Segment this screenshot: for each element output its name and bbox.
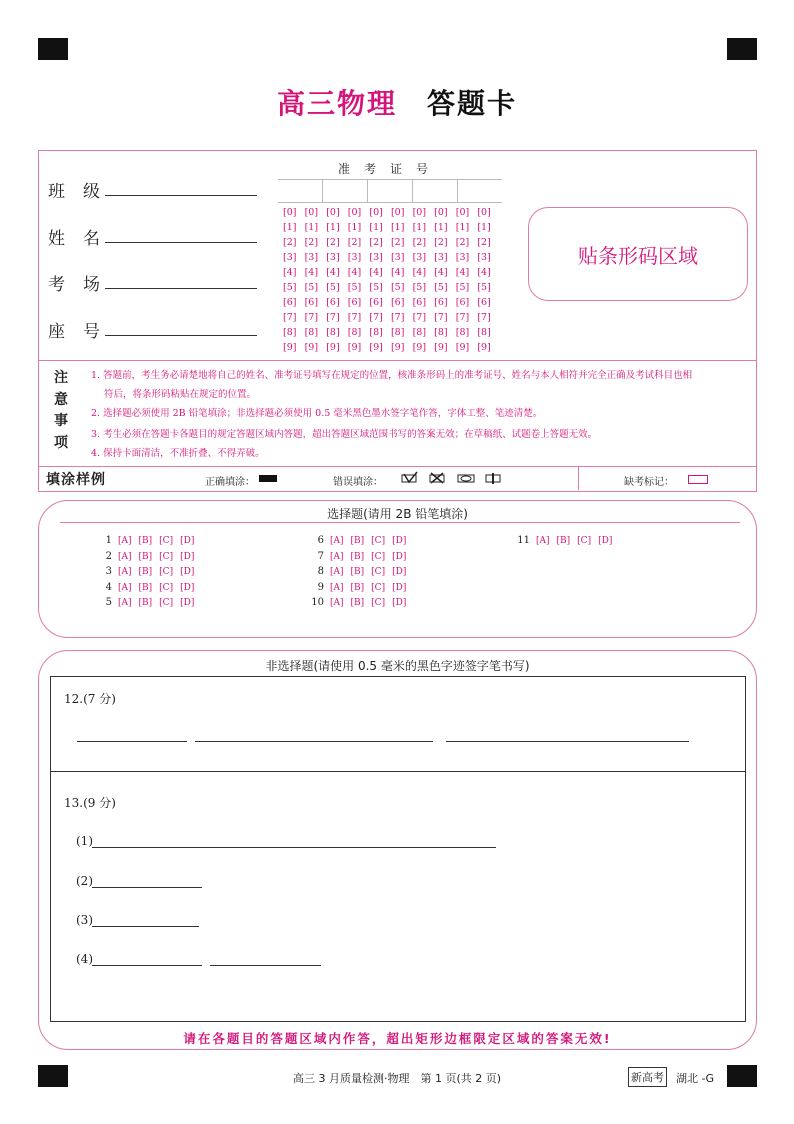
- digit-bubble[interactable]: [6]: [304, 297, 319, 308]
- region-warning: 请在各题目的答题区域内作答，超出矩形边框限定区域的答案无效!: [183, 1031, 612, 1046]
- q13-part-4-label: (4): [76, 952, 93, 966]
- q13-part-1-label: (1): [76, 834, 93, 848]
- mc-question-number: 11: [517, 535, 530, 546]
- digit-bubble[interactable]: [8]: [390, 327, 405, 338]
- q13-part-3-blank[interactable]: [92, 912, 199, 927]
- digit-row: [283, 237, 499, 252]
- mc-question-row: [302, 566, 413, 577]
- note-1: 1. 答题前，考生务必请楚地将自己的姓名、准考证号填写在规定的位置，核准条形码上的准考证号、姓名与本人相符并完全正确及考试科目也相: [91, 370, 693, 381]
- correct-fill-mark: [259, 475, 277, 482]
- digit-bubble[interactable]: [6]: [412, 297, 427, 308]
- mc-option-bubble[interactable]: [C]: [159, 536, 174, 546]
- mc-option-bubble[interactable]: [C]: [159, 567, 174, 577]
- digit-bubble[interactable]: [4]: [412, 267, 427, 278]
- digit-bubble[interactable]: [1]: [390, 222, 405, 233]
- digit-bubble[interactable]: [3]: [304, 252, 319, 263]
- mc-option-bubble[interactable]: [A]: [118, 598, 132, 608]
- digit-bubble[interactable]: [3]: [347, 252, 362, 263]
- mc-option-bubble[interactable]: [A]: [118, 536, 132, 546]
- digit-bubble[interactable]: [9]: [347, 342, 362, 353]
- mc-question-number: 2: [105, 550, 112, 562]
- field-label-class: 班级: [48, 182, 118, 202]
- mc-option-bubble[interactable]: [A]: [118, 582, 132, 593]
- digit-bubble[interactable]: [6]: [390, 297, 405, 308]
- mc-question-row: [90, 582, 201, 593]
- note-2: 2. 选择题必须使用 2B 铅笔填涂；非选择题必须使用 0.5 毫米黑色墨水签字笔作答，字体工整、笔迹清楚。: [91, 408, 543, 419]
- barcode-area: [528, 207, 748, 301]
- digit-row: [283, 342, 499, 357]
- mc-question-number: 7: [317, 550, 324, 562]
- field-input-room[interactable]: [105, 269, 257, 289]
- digit-row: [283, 252, 499, 267]
- absent-mark-label: 缺考标记：: [624, 477, 674, 488]
- digit-bubble[interactable]: [2]: [347, 237, 362, 248]
- q13-part-4-blank-2[interactable]: [210, 951, 321, 966]
- footer-brand-text: 新高考: [631, 1071, 664, 1084]
- mc-option-bubble[interactable]: [B]: [350, 582, 365, 593]
- digit-bubble[interactable]: [9]: [369, 342, 383, 353]
- digit-bubble[interactable]: [6]: [283, 297, 297, 308]
- mc-option-bubble[interactable]: [C]: [371, 551, 386, 562]
- digit-bubble[interactable]: [0]: [434, 207, 448, 218]
- digit-bubble[interactable]: [9]: [326, 342, 340, 353]
- digit-bubble[interactable]: [0]: [304, 207, 319, 218]
- digit-bubble[interactable]: [8]: [347, 327, 362, 338]
- digit-bubble[interactable]: [4]: [434, 267, 448, 278]
- notes-heading: [46, 368, 76, 454]
- mc-option-bubble[interactable]: [D]: [180, 551, 195, 562]
- mc-option-bubble[interactable]: [C]: [159, 582, 174, 593]
- digit-bubble[interactable]: [4]: [347, 267, 362, 278]
- digit-bubble[interactable]: [3]: [369, 252, 383, 263]
- digit-bubble[interactable]: [7]: [369, 312, 383, 323]
- title-subject: 高三物理: [276, 87, 397, 120]
- digit-bubble[interactable]: [9]: [455, 342, 470, 353]
- mc-option-bubble[interactable]: [C]: [371, 598, 386, 608]
- digit-bubble[interactable]: [1]: [304, 222, 319, 233]
- digit-bubble[interactable]: [5]: [434, 282, 448, 293]
- digit-bubble[interactable]: [2]: [369, 237, 383, 248]
- mc-question-row: [508, 535, 619, 546]
- mc-question-row: [302, 582, 413, 593]
- digit-bubble[interactable]: [5]: [390, 282, 405, 293]
- digit-bubble[interactable]: [0]: [455, 207, 470, 218]
- mc-question-row: [302, 535, 413, 546]
- field-label-room: 考场: [48, 275, 118, 295]
- mc-option-bubble[interactable]: [D]: [180, 536, 195, 546]
- mc-option-bubble[interactable]: [C]: [371, 582, 386, 593]
- corner-mark-top-left: [38, 38, 68, 60]
- digit-bubble[interactable]: [7]: [347, 312, 362, 323]
- mc-question-number: 5: [105, 597, 112, 608]
- mc-question-number: 9: [317, 581, 324, 593]
- q12-label: 12.(7 分): [64, 692, 116, 706]
- digit-row: [283, 327, 499, 342]
- mc-option-bubble[interactable]: [D]: [180, 567, 195, 577]
- mc-title: 选择题(请用 2B 铅笔填涂): [327, 507, 468, 521]
- q12-blank-1[interactable]: [77, 727, 187, 742]
- digit-bubble[interactable]: [1]: [412, 222, 427, 233]
- barcode-label: 贴条形码区域: [578, 243, 698, 268]
- digit-bubble[interactable]: [3]: [326, 252, 340, 263]
- digit-bubble[interactable]: [7]: [455, 312, 470, 323]
- digit-row: [283, 282, 499, 297]
- note-3: 3. 考生必须在答题卡各题目的规定答题区域内答题，超出答题区域范围书写的答案无效；在草稿纸、试题卷上答题无效。: [91, 429, 598, 440]
- mc-question-number: 4: [105, 581, 112, 593]
- digit-bubble[interactable]: [7]: [304, 312, 319, 323]
- mc-option-bubble[interactable]: [B]: [350, 598, 365, 608]
- digit-bubble[interactable]: [7]: [390, 312, 405, 323]
- digit-bubble[interactable]: [9]: [434, 342, 448, 353]
- mc-option-bubble[interactable]: [A]: [330, 551, 344, 562]
- digit-bubble[interactable]: [4]: [369, 267, 383, 278]
- field-label-seat: 座号: [48, 322, 118, 342]
- digit-bubble[interactable]: [6]: [369, 297, 383, 308]
- q13-part-1-blank[interactable]: [92, 833, 496, 848]
- q13-part-2-blank[interactable]: [92, 873, 202, 888]
- mc-option-bubble[interactable]: [B]: [350, 536, 365, 546]
- digit-bubble[interactable]: [1]: [434, 222, 448, 233]
- mc-option-bubble[interactable]: [A]: [330, 598, 344, 608]
- mc-option-bubble[interactable]: [D]: [392, 582, 407, 593]
- nonmc-title: 非选择题(请使用 0.5 毫米的黑色字迹签字笔书写): [265, 659, 530, 673]
- correct-fill-label: 正确填涂：: [205, 477, 255, 488]
- digit-bubble[interactable]: [7]: [283, 312, 297, 323]
- q12-blank-2[interactable]: [195, 727, 433, 742]
- digit-bubble[interactable]: [9]: [283, 342, 297, 353]
- mc-option-bubble[interactable]: [D]: [392, 536, 407, 546]
- digit-bubble[interactable]: [0]: [390, 207, 405, 218]
- digit-bubble[interactable]: [5]: [283, 282, 297, 293]
- fill-sample-label: 填涂样例: [46, 472, 106, 488]
- digit-bubble[interactable]: [1]: [477, 222, 491, 233]
- q12-divider: [50, 771, 746, 772]
- mc-option-bubble[interactable]: [D]: [598, 536, 613, 546]
- digit-bubble[interactable]: [0]: [369, 207, 383, 218]
- mc-question-row: [90, 535, 201, 546]
- digit-bubble[interactable]: [4]: [390, 267, 405, 278]
- mc-option-bubble[interactable]: [B]: [138, 582, 153, 593]
- mc-option-bubble[interactable]: [B]: [556, 536, 571, 546]
- mc-question-number: 8: [317, 566, 324, 577]
- mc-option-bubble[interactable]: [B]: [138, 567, 153, 577]
- digit-bubble[interactable]: [5]: [455, 282, 470, 293]
- digit-bubble[interactable]: [8]: [477, 327, 491, 338]
- digit-row: [283, 207, 499, 222]
- footer-brand: [628, 1067, 667, 1087]
- digit-bubble[interactable]: [7]: [434, 312, 448, 323]
- mc-option-bubble[interactable]: [D]: [180, 598, 195, 608]
- footer-page-info: 高三 3 月质量检测·物理 第 1 页(共 2 页): [292, 1072, 502, 1085]
- digit-bubble[interactable]: [8]: [434, 327, 448, 338]
- digit-row: [283, 222, 499, 237]
- digit-bubble[interactable]: [6]: [455, 297, 470, 308]
- digit-bubble[interactable]: [5]: [412, 282, 427, 293]
- page-title: [0, 82, 794, 122]
- mc-option-bubble[interactable]: [C]: [159, 598, 174, 608]
- digit-bubble[interactable]: [8]: [412, 327, 427, 338]
- note-1-cont: 符后，将条形码粘贴在规定的位置。: [104, 389, 257, 400]
- digit-bubble[interactable]: [3]: [477, 252, 491, 263]
- exam-id-title: 准考证号: [337, 162, 442, 176]
- digit-bubble[interactable]: [7]: [412, 312, 427, 323]
- mc-option-bubble[interactable]: [D]: [392, 567, 407, 577]
- digit-bubble[interactable]: [4]: [326, 267, 340, 278]
- wrong-fill-label: 错误填涂：: [333, 477, 383, 488]
- digit-bubble[interactable]: [1]: [347, 222, 362, 233]
- mc-question-number: 1: [105, 535, 112, 546]
- note-4: 4. 保持卡面清洁，不准折叠、不得弄破。: [91, 448, 265, 459]
- digit-bubble[interactable]: [2]: [477, 237, 491, 248]
- digit-bubble[interactable]: [3]: [283, 252, 297, 263]
- digit-bubble[interactable]: [6]: [326, 297, 340, 308]
- field-input-name[interactable]: [105, 223, 257, 243]
- digit-bubble[interactable]: [5]: [369, 282, 383, 293]
- mc-question-row: [90, 566, 201, 577]
- mc-question-row: [90, 551, 201, 562]
- mc-option-bubble[interactable]: [A]: [536, 536, 550, 546]
- digit-bubble[interactable]: [0]: [412, 207, 427, 218]
- digit-bubble[interactable]: [5]: [347, 282, 362, 293]
- digit-bubble[interactable]: [2]: [455, 237, 470, 248]
- digit-bubble[interactable]: [3]: [390, 252, 405, 263]
- digit-bubble[interactable]: [1]: [369, 222, 383, 233]
- digit-bubble[interactable]: [4]: [455, 267, 470, 278]
- q13-part-4-blank-1[interactable]: [92, 951, 202, 966]
- digit-bubble[interactable]: [1]: [455, 222, 470, 233]
- q13-part-2-label: (2): [76, 874, 93, 888]
- digit-row: [283, 297, 499, 312]
- mc-option-bubble[interactable]: [A]: [330, 582, 344, 593]
- digit-bubble[interactable]: [4]: [304, 267, 319, 278]
- digit-row: [283, 267, 499, 282]
- field-label-name: 姓名: [48, 229, 118, 249]
- digit-bubble[interactable]: [8]: [326, 327, 340, 338]
- digit-bubble[interactable]: [4]: [477, 267, 491, 278]
- digit-bubble[interactable]: [2]: [283, 237, 297, 248]
- mc-option-bubble[interactable]: [C]: [371, 567, 386, 577]
- digit-bubble[interactable]: [8]: [283, 327, 297, 338]
- digit-bubble[interactable]: [5]: [326, 282, 340, 293]
- q13-label: 13.(9 分): [64, 796, 116, 810]
- q13-part-3-label: (3): [76, 913, 93, 927]
- digit-bubble[interactable]: [9]: [390, 342, 405, 353]
- digit-bubble[interactable]: [2]: [390, 237, 405, 248]
- mc-option-bubble[interactable]: [C]: [577, 536, 592, 546]
- digit-row: [283, 312, 499, 327]
- digit-bubble[interactable]: [5]: [477, 282, 491, 293]
- info-divider: [38, 360, 757, 361]
- corner-mark-top-right: [727, 38, 757, 60]
- exam-id-boxes[interactable]: [278, 179, 502, 203]
- digit-bubble[interactable]: [5]: [304, 282, 319, 293]
- digit-bubble[interactable]: [2]: [304, 237, 319, 248]
- mc-question-row: [302, 551, 413, 562]
- mc-option-bubble[interactable]: [C]: [371, 536, 386, 546]
- digit-bubble[interactable]: [3]: [434, 252, 448, 263]
- digit-bubble[interactable]: [2]: [412, 237, 427, 248]
- q12-blank-3[interactable]: [446, 727, 689, 742]
- mc-option-bubble[interactable]: [D]: [392, 551, 407, 562]
- mc-question-number: 6: [317, 535, 324, 546]
- exam-id-bubble-grid[interactable]: [283, 207, 499, 357]
- mc-option-bubble[interactable]: [D]: [392, 598, 407, 608]
- mc-option-bubble[interactable]: [D]: [180, 582, 195, 593]
- digit-bubble[interactable]: [6]: [347, 297, 362, 308]
- digit-bubble[interactable]: [7]: [326, 312, 340, 323]
- digit-bubble[interactable]: [8]: [455, 327, 470, 338]
- digit-bubble[interactable]: [0]: [347, 207, 362, 218]
- field-input-seat[interactable]: [105, 316, 257, 336]
- mc-option-bubble[interactable]: [A]: [118, 551, 132, 562]
- mc-option-bubble[interactable]: [B]: [138, 536, 153, 546]
- digit-bubble[interactable]: [8]: [304, 327, 319, 338]
- mc-option-bubble[interactable]: [B]: [350, 551, 365, 562]
- mc-option-bubble[interactable]: [B]: [350, 567, 365, 577]
- fill-sample-row: [40, 466, 756, 490]
- mc-option-bubble[interactable]: [A]: [118, 567, 132, 577]
- digit-bubble[interactable]: [9]: [412, 342, 427, 353]
- digit-bubble[interactable]: [0]: [283, 207, 297, 218]
- notes-heading-text: 注意事项: [54, 370, 68, 451]
- digit-bubble[interactable]: [0]: [326, 207, 340, 218]
- digit-bubble[interactable]: [6]: [477, 297, 491, 308]
- digit-bubble[interactable]: [3]: [412, 252, 427, 263]
- mc-option-bubble[interactable]: [A]: [330, 536, 344, 546]
- mc-option-bubble[interactable]: [B]: [138, 551, 153, 562]
- mc-option-bubble[interactable]: [B]: [138, 598, 153, 608]
- wrong-fill-marks: [400, 471, 510, 485]
- mc-option-bubble[interactable]: [C]: [159, 551, 174, 562]
- digit-bubble[interactable]: [3]: [455, 252, 470, 263]
- digit-bubble[interactable]: [4]: [283, 267, 297, 278]
- absent-mark-box[interactable]: [688, 475, 708, 484]
- field-input-class[interactable]: [105, 176, 257, 196]
- mc-question-number: 10: [311, 597, 324, 608]
- footer-region: 湖北 -G: [676, 1072, 714, 1085]
- mc-question-number: 3: [105, 566, 112, 577]
- digit-bubble[interactable]: [8]: [369, 327, 383, 338]
- digit-bubble[interactable]: [2]: [434, 237, 448, 248]
- absent-divider: [578, 466, 579, 490]
- digit-bubble[interactable]: [1]: [283, 222, 297, 233]
- digit-bubble[interactable]: [6]: [434, 297, 448, 308]
- digit-bubble[interactable]: [2]: [326, 237, 340, 248]
- digit-bubble[interactable]: [9]: [304, 342, 319, 353]
- digit-bubble[interactable]: [9]: [477, 342, 491, 353]
- digit-bubble[interactable]: [0]: [477, 207, 491, 218]
- mc-question-row: [90, 597, 201, 608]
- mc-title-divider: [60, 522, 740, 523]
- mc-option-bubble[interactable]: [A]: [330, 567, 344, 577]
- digit-bubble[interactable]: [7]: [477, 312, 491, 323]
- mc-question-row: [302, 597, 413, 608]
- digit-bubble[interactable]: [1]: [326, 222, 340, 233]
- title-card: 答题卡: [427, 87, 518, 120]
